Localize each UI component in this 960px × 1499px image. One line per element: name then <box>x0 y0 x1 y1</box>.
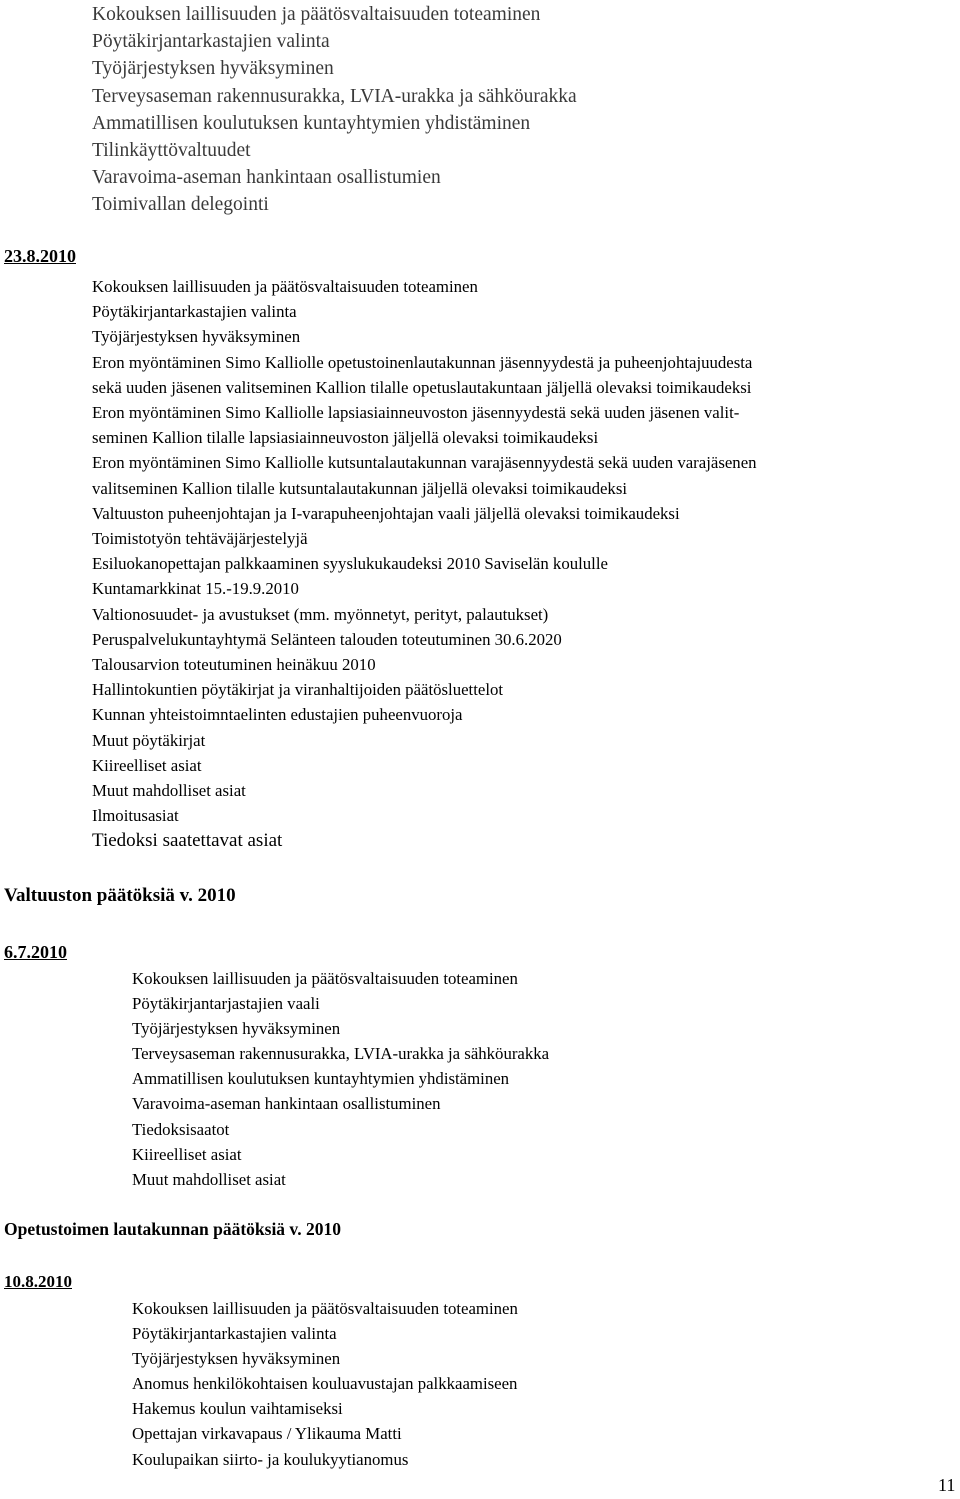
list-item: Kokouksen laillisuuden ja päätösvaltaisuuden toteaminen <box>92 4 541 25</box>
meeting-agenda-list <box>92 274 757 854</box>
list-item: Tiedoksi saatettavat asiat <box>92 830 283 852</box>
list-item: Työjärjestyksen hyväksyminen <box>132 1019 341 1039</box>
list-item: Pöytäkirjantarkastajien valinta <box>132 1324 337 1344</box>
list-item: Hallintokuntien pöytäkirjat ja viranhaltijoiden päätösluettelot <box>92 680 504 700</box>
list-item: Eron myöntäminen Simo Kalliolle opetustoinenlautakunnan jäsennyydestä ja puheenjohtajuudesta <box>92 352 753 372</box>
list-item: Kokouksen laillisuuden ja päätösvaltaisuuden toteaminen <box>132 969 518 988</box>
list-item: Kiireelliset asiat <box>92 755 202 775</box>
list-item: Tiedoksisaatot <box>132 1119 230 1139</box>
meeting-date: 10.8.2010 <box>4 1272 72 1291</box>
list-item: Pöytäkirjantarkastajien valinta <box>92 302 297 322</box>
list-item: Terveysaseman rakennusurakka, LVIA-urakka ja sähköurakka <box>92 85 577 107</box>
meeting-date: 6.7.2010 <box>4 942 67 962</box>
list-item: Terveysaseman rakennusurakka, LVIA-urakka ja sähköurakka <box>132 1044 550 1064</box>
list-item: Koulupaikan siirto- ja koulukyytianomus <box>132 1449 409 1469</box>
list-item: Työjärjestyksen hyväksyminen <box>132 1349 341 1369</box>
list-item: Toimivallan delegointi <box>92 194 269 216</box>
list-item: Muut mahdolliset asiat <box>92 781 246 801</box>
top-agenda-list <box>92 1 577 219</box>
list-item: Työjärjestyksen hyväksyminen <box>92 327 301 347</box>
list-item: Peruspalvelukuntayhtymä Selänteen talouden toteutuminen 30.6.2020 <box>92 629 562 649</box>
section-heading: Opetustoimen lautakunnan päätöksiä v. 2010 <box>4 1219 341 1239</box>
list-item: Muut mahdolliset asiat <box>132 1169 286 1189</box>
list-item: Eron myöntäminen Simo Kalliolle kutsuntalautakunnan varajäsennyydestä sekä uuden varajäsenen <box>92 453 757 473</box>
list-item: Kunnan yhteistoimntaelinten edustajien puheenvuoroja <box>92 705 463 725</box>
list-item: Kuntamarkkinat 15.-19.9.2010 <box>92 579 299 599</box>
list-item: Hakemus koulun vaihtamiseksi <box>132 1399 343 1419</box>
list-item: seminen Kallion tilalle lapsiasiainneuvoston jäljellä olevaksi toimikaudeksi <box>92 428 599 448</box>
list-item: Muut pöytäkirjat <box>92 730 206 750</box>
list-item: Esiluokanopettajan palkkaaminen syyslukukaudeksi 2010 Saviselän koululle <box>92 554 608 574</box>
list-item: Anomus henkilökohtaisen kouluavustajan palkkaamiseen <box>132 1374 518 1394</box>
meeting-date: 23.8.2010 <box>4 246 76 266</box>
list-item: Kiireelliset asiat <box>132 1144 242 1164</box>
list-item: Kokouksen laillisuuden ja päätösvaltaisuuden toteaminen <box>92 277 478 296</box>
list-item: Työjärjestyksen hyväksyminen <box>92 58 334 80</box>
list-item: Valtionosuudet- ja avustukset (mm. myönnetyt, perityt, palautukset) <box>92 604 549 624</box>
list-item: Talousarvion toteutuminen heinäkuu 2010 <box>92 655 376 675</box>
list-item: Ilmoitusasiat <box>92 806 179 826</box>
list-item: Pöytäkirjantarkastajien valinta <box>92 31 330 53</box>
meeting-agenda-list <box>132 1296 518 1472</box>
list-item: Ammatillisen koulutuksen kuntayhtymien yhdistäminen <box>92 112 531 134</box>
list-item: Varavoima-aseman hankintaan osallistuminen <box>132 1094 441 1114</box>
list-item: sekä uuden jäsenen valitseminen Kallion tilalle opetuslautakuntaan jäljellä olevaksi toimikaudeksi <box>92 377 752 397</box>
list-item: Tilinkäyttövaltuudet <box>92 140 251 162</box>
list-item: Ammatillisen koulutuksen kuntayhtymien yhdistäminen <box>132 1069 510 1089</box>
section-heading: Valtuuston päätöksiä v. 2010 <box>4 885 236 906</box>
list-item: Varavoima-aseman hankintaan osallistumien <box>92 167 441 189</box>
list-item: valitseminen Kallion tilalle kutsuntalautakunnan jäljellä olevaksi toimikaudeksi <box>92 478 628 498</box>
list-item: Kokouksen laillisuuden ja päätösvaltaisuuden toteaminen <box>132 1299 518 1318</box>
list-item: Pöytäkirjantarjastajien vaali <box>132 994 320 1014</box>
list-item: Valtuuston puheenjohtajan ja I-varapuheenjohtajan vaali jäljellä olevaksi toimikaudeksi <box>92 503 680 523</box>
page-number: 11 <box>938 1475 956 1495</box>
list-item: Opettajan virkavapaus / Ylikauma Matti <box>132 1424 402 1444</box>
list-item: Eron myöntäminen Simo Kalliolle lapsiasiainneuvoston jäsennyydestä sekä uuden jäsenen valit- <box>92 403 740 423</box>
list-item: Toimistotyön tehtäväjärjestelyjä <box>92 529 308 549</box>
meeting-agenda-list <box>132 966 549 1192</box>
